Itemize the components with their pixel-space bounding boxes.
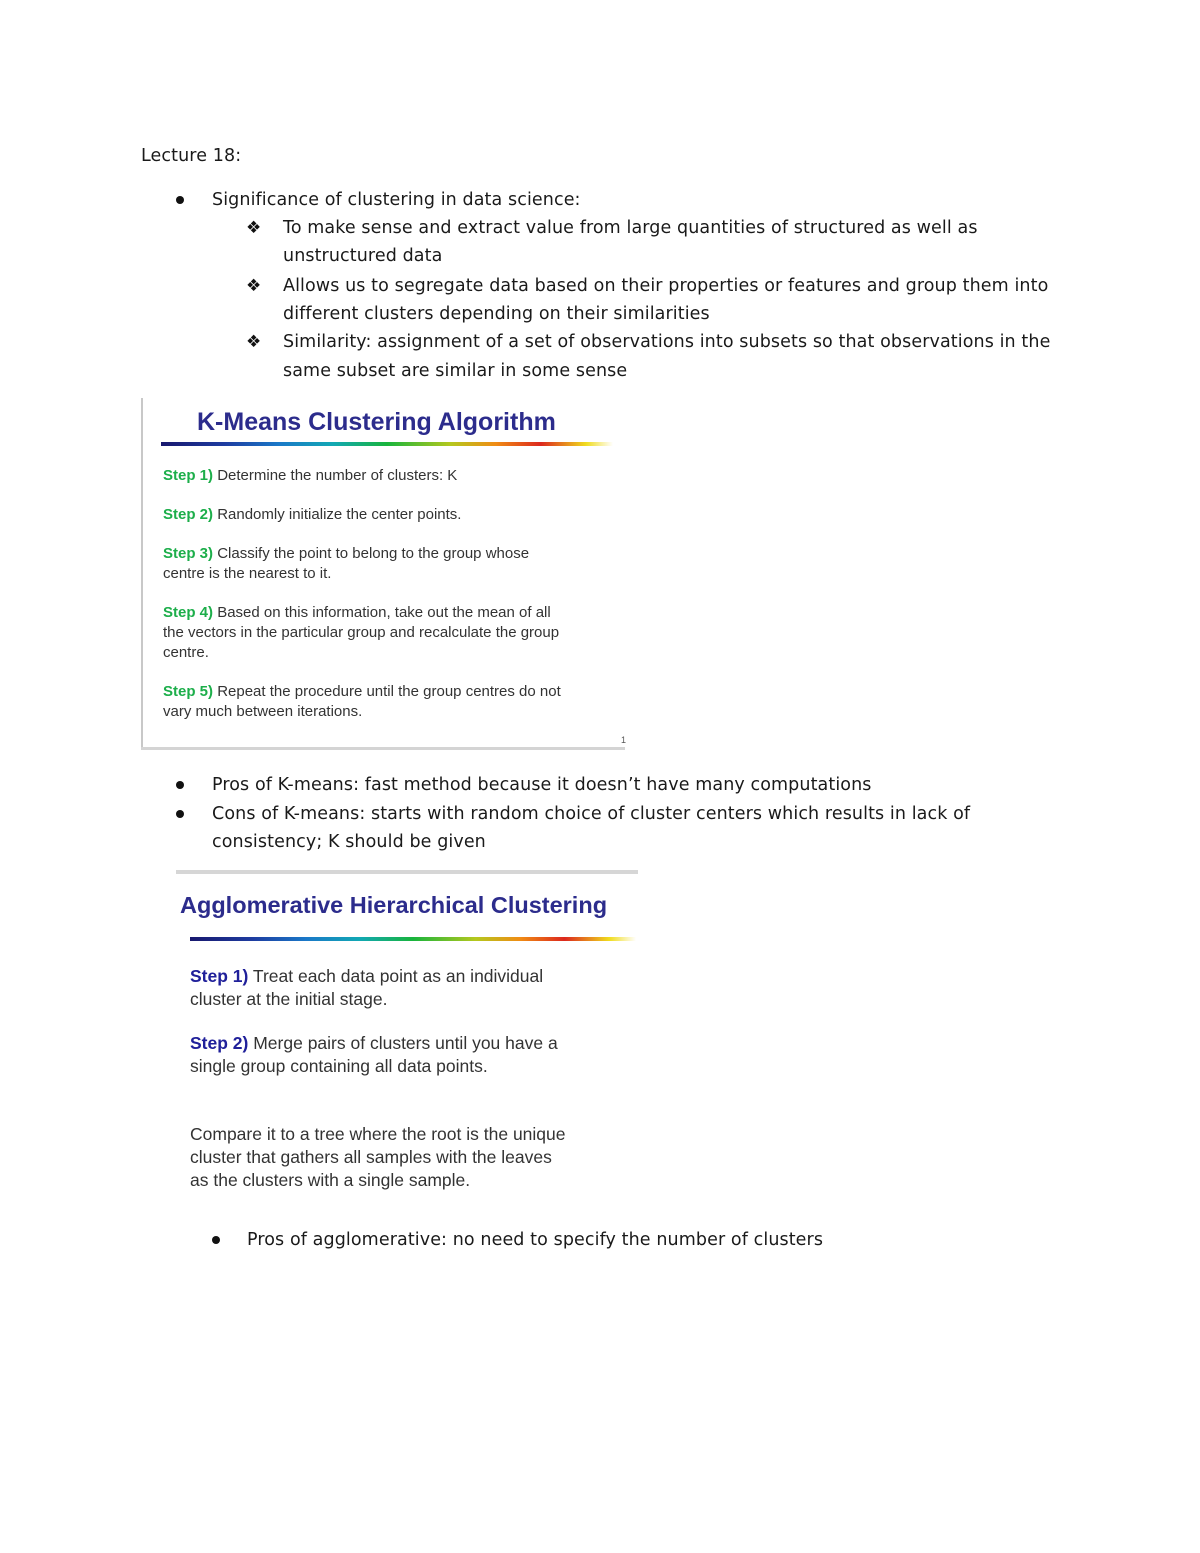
agglomerative-note-line-3: as the clusters with a single sample. bbox=[190, 1170, 471, 1190]
agglomerative-pros: Pros of agglomerative: no need to specify the number of clusters bbox=[247, 1230, 824, 1250]
diamond-bullet-icon: ❖ bbox=[246, 218, 262, 238]
intro-bullet: Significance of clustering in data science: bbox=[212, 190, 581, 210]
step-text: Based on this information, take out the mean of all bbox=[217, 604, 551, 621]
agglomerative-step-2-line-2: single group containing all data points. bbox=[190, 1056, 488, 1076]
step-text: Randomly initialize the center points. bbox=[217, 506, 462, 523]
step-text: Merge pairs of clusters until you have a bbox=[253, 1033, 558, 1053]
kmeans-step-5 bbox=[163, 682, 561, 702]
rainbow-divider bbox=[161, 442, 613, 446]
kmeans-step-4 bbox=[163, 603, 551, 623]
slide-page-number: 1 bbox=[621, 735, 627, 745]
step-label: Step 2) bbox=[190, 1033, 249, 1053]
step-text: Determine the number of clusters: K bbox=[217, 467, 458, 484]
kmeans-step-5-line-2: vary much between iterations. bbox=[163, 703, 363, 720]
kmeans-cons-line-2: consistency; K should be given bbox=[212, 832, 486, 852]
bullet-icon bbox=[176, 196, 184, 204]
diamond-bullet-icon: ❖ bbox=[246, 276, 262, 296]
slide-border bbox=[141, 398, 143, 750]
point-2-line-2: different clusters depending on their similarities bbox=[283, 304, 710, 324]
step-label: Step 5) bbox=[163, 683, 214, 700]
step-text: Classify the point to belong to the group whose bbox=[217, 545, 530, 562]
kmeans-step-2 bbox=[163, 505, 461, 525]
agglomerative-step-2 bbox=[190, 1032, 558, 1055]
step-label: Step 2) bbox=[163, 506, 214, 523]
step-text: Treat each data point as an individual bbox=[252, 966, 544, 986]
step-label: Step 1) bbox=[190, 966, 249, 986]
agglomerative-slide bbox=[160, 870, 640, 1200]
kmeans-slide bbox=[141, 398, 627, 750]
agglomerative-slide-title: Agglomerative Hierarchical Clustering bbox=[180, 892, 608, 918]
slide-border bbox=[176, 870, 638, 874]
step-label: Step 1) bbox=[163, 467, 214, 484]
point-1-line-2: unstructured data bbox=[283, 246, 443, 266]
agglomerative-step-1 bbox=[190, 965, 543, 988]
bullet-icon bbox=[176, 781, 184, 789]
diamond-bullet-icon: ❖ bbox=[246, 332, 262, 352]
agglomerative-note-line-1: Compare it to a tree where the root is the unique bbox=[190, 1124, 566, 1144]
step-label: Step 4) bbox=[163, 604, 214, 621]
kmeans-step-1 bbox=[163, 466, 457, 486]
slide-border bbox=[141, 747, 625, 750]
step-label: Step 3) bbox=[163, 545, 214, 562]
point-3-line-2: same subset are similar in some sense bbox=[283, 361, 628, 381]
point-1-line-1: To make sense and extract value from large quantities of structured as well as bbox=[283, 218, 978, 238]
kmeans-pros: Pros of K-means: fast method because it doesn’t have many computations bbox=[212, 775, 872, 795]
step-text: Repeat the procedure until the group centres do not bbox=[217, 683, 561, 700]
bullet-icon bbox=[176, 810, 184, 818]
bullet-icon bbox=[212, 1236, 220, 1244]
kmeans-step-4-line-2: the vectors in the particular group and recalculate the group bbox=[163, 624, 560, 641]
kmeans-step-3 bbox=[163, 544, 529, 564]
kmeans-step-3-line-2: centre is the nearest to it. bbox=[163, 565, 332, 582]
rainbow-divider bbox=[190, 937, 636, 941]
kmeans-step-4-line-3: centre. bbox=[163, 644, 209, 661]
page-title: Lecture 18: bbox=[141, 146, 242, 166]
kmeans-cons-line-1: Cons of K-means: starts with random choice of cluster centers which results in lack of bbox=[212, 804, 971, 824]
point-2-line-1: Allows us to segregate data based on their properties or features and group them into bbox=[283, 276, 1049, 296]
point-3-line-1: Similarity: assignment of a set of observations into subsets so that observations in the bbox=[283, 332, 1051, 352]
agglomerative-step-1-line-2: cluster at the initial stage. bbox=[190, 989, 388, 1009]
agglomerative-note-line-2: cluster that gathers all samples with the leaves bbox=[190, 1147, 552, 1167]
kmeans-slide-title: K-Means Clustering Algorithm bbox=[197, 408, 556, 436]
